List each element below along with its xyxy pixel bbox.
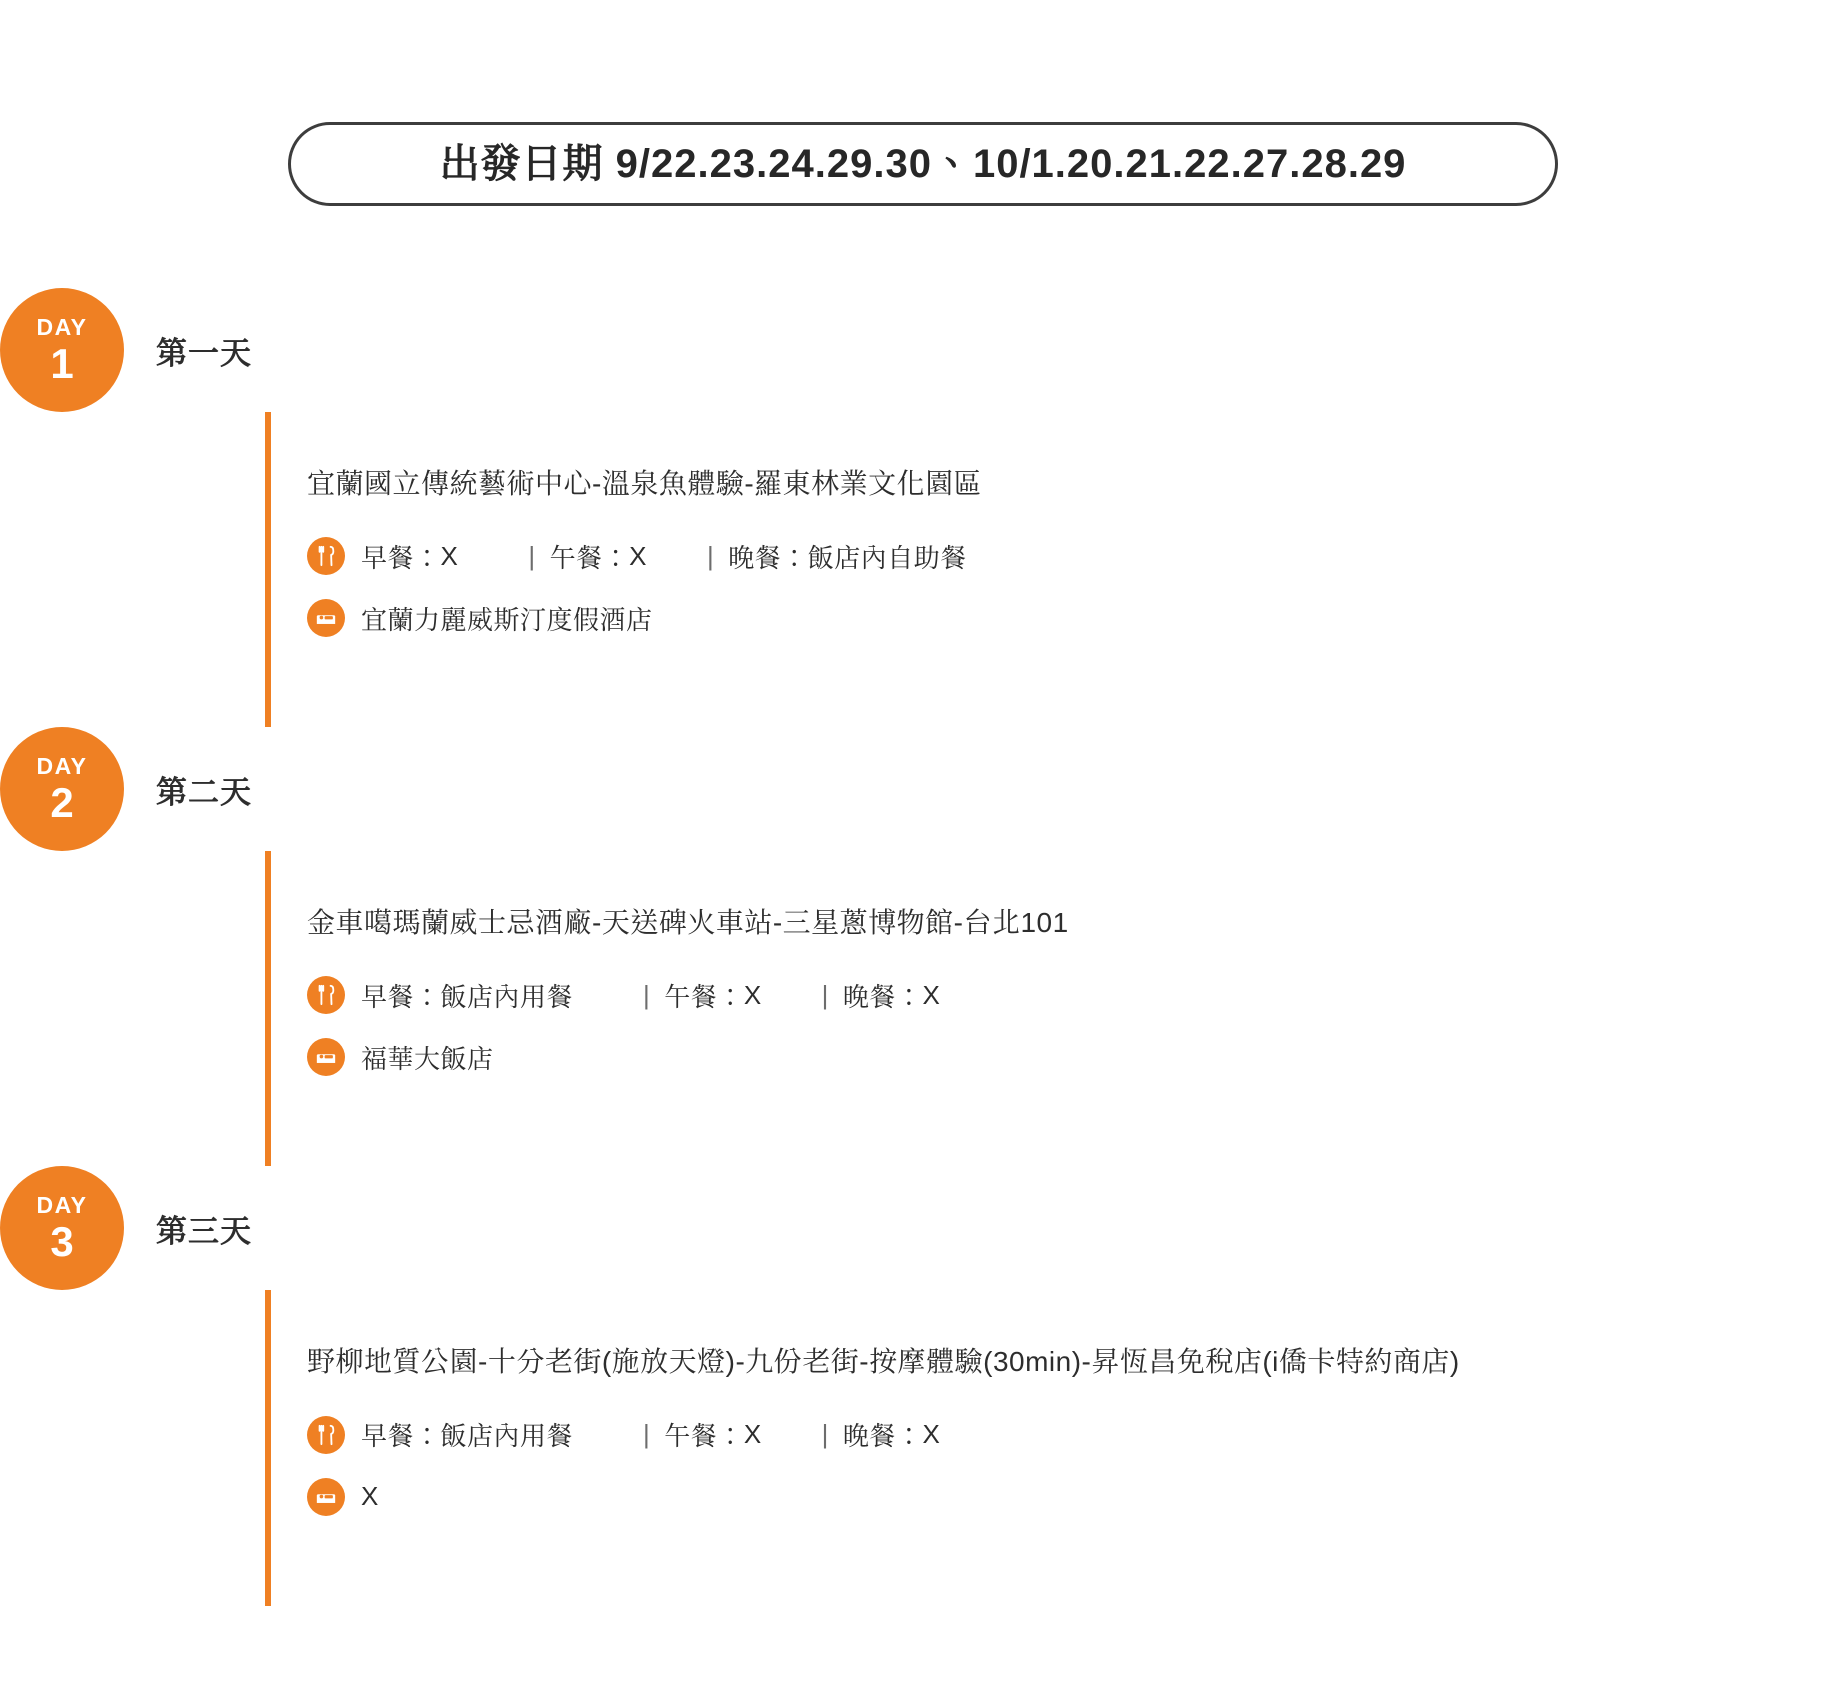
day-title: 第二天 bbox=[156, 774, 252, 810]
utensils-icon bbox=[307, 537, 345, 575]
departure-date-text: 出發日期 9/22.23.24.29.30、10/1.20.21.22.27.28.29 bbox=[439, 142, 1407, 186]
breakfast-value: 飯店內用餐 bbox=[440, 981, 574, 1012]
day-badge-word: DAY bbox=[36, 313, 88, 340]
day-badge-word: DAY bbox=[36, 752, 88, 779]
hotel-name: X bbox=[361, 1481, 379, 1512]
meals-row bbox=[307, 1416, 1838, 1454]
lunch-label: 午餐： bbox=[549, 542, 630, 573]
day-badge-number: 2 bbox=[50, 778, 74, 826]
day-body bbox=[265, 1290, 1838, 1605]
meal-separator-1: | bbox=[528, 540, 536, 571]
lunch-label: 午餐： bbox=[664, 1421, 744, 1452]
meal-separator-2: | bbox=[821, 1419, 829, 1450]
day-header bbox=[36, 288, 1838, 412]
breakfast-label: 早餐： bbox=[361, 1421, 441, 1452]
meal-separator-2: | bbox=[821, 979, 829, 1010]
day-badge bbox=[0, 1166, 124, 1290]
day-header bbox=[36, 1166, 1838, 1290]
day-block bbox=[0, 727, 1838, 1166]
hotel-row bbox=[307, 599, 1838, 637]
utensils-icon bbox=[307, 1416, 345, 1454]
day-block bbox=[0, 1166, 1838, 1605]
lunch-value: X bbox=[743, 979, 762, 1010]
day-route: 宜蘭國立傳統藝術中心-溫泉魚體驗-羅東林業文化園區 bbox=[307, 468, 983, 499]
day-header bbox=[36, 727, 1838, 851]
breakfast-value: 飯店內用餐 bbox=[440, 1421, 574, 1452]
day-body bbox=[265, 851, 1838, 1166]
departure-date-pill bbox=[288, 122, 1558, 206]
meal-separator-2: | bbox=[706, 540, 715, 571]
day-body bbox=[265, 412, 1838, 727]
day-route: 野柳地質公園-十分老街(施放天燈)-九份老街-按摩體驗(30min)-昇恆昌免稅店(i僑卡特約商店) bbox=[307, 1346, 1460, 1378]
dinner-label: 晚餐： bbox=[842, 981, 923, 1012]
breakfast-label: 早餐： bbox=[361, 981, 441, 1012]
day-route: 金車噶瑪蘭威士忌酒廠-天送碑火車站-三星蔥博物館-台北101 bbox=[307, 907, 1069, 939]
day-title: 第一天 bbox=[156, 335, 252, 371]
day-block bbox=[0, 288, 1838, 727]
day-list bbox=[0, 288, 1838, 1606]
bed-icon bbox=[307, 1038, 345, 1076]
day-badge-number: 1 bbox=[50, 339, 74, 387]
meals-row bbox=[307, 537, 1838, 575]
dinner-value: X bbox=[922, 979, 941, 1010]
meals-row bbox=[307, 976, 1838, 1014]
bed-icon bbox=[307, 599, 345, 637]
dinner-label: 晚餐： bbox=[728, 542, 808, 573]
dinner-label: 晚餐： bbox=[842, 1421, 923, 1452]
day-badge bbox=[0, 727, 124, 851]
meal-separator-1: | bbox=[643, 979, 651, 1010]
day-badge-word: DAY bbox=[36, 1191, 88, 1218]
breakfast-value: X bbox=[440, 540, 459, 571]
lunch-value: X bbox=[743, 1419, 762, 1450]
dinner-value: 飯店內自助餐 bbox=[807, 542, 967, 573]
hotel-row bbox=[307, 1478, 1838, 1516]
lunch-label: 午餐： bbox=[664, 981, 744, 1012]
day-badge bbox=[0, 288, 124, 412]
day-badge-number: 3 bbox=[50, 1217, 74, 1265]
hotel-row bbox=[307, 1038, 1838, 1076]
day-title: 第三天 bbox=[156, 1213, 252, 1249]
bed-icon bbox=[307, 1478, 345, 1516]
utensils-icon bbox=[307, 976, 345, 1014]
hotel-name: 福華大飯店 bbox=[361, 1043, 494, 1074]
breakfast-label: 早餐： bbox=[361, 542, 441, 573]
hotel-name: 宜蘭力麗威斯汀度假酒店 bbox=[361, 604, 653, 635]
dinner-value: X bbox=[922, 1419, 941, 1450]
lunch-value: X bbox=[629, 540, 647, 571]
meal-separator-1: | bbox=[643, 1419, 651, 1450]
